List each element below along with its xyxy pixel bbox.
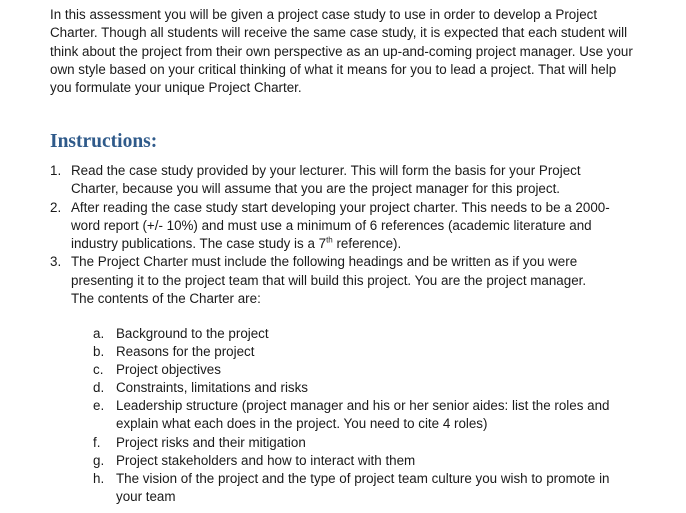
charter-item-e — [93, 397, 613, 433]
item-letter: d. — [93, 380, 105, 396]
item-number: 1. — [50, 163, 62, 178]
item-text: Reasons for the project — [116, 344, 255, 360]
item-text-before: After reading the case study start developing your project charter. This needs to be a 2000-word report (+/- 10%) and must use a minimum of 6 references (academic literature and industry publications. The case study is a 7 — [71, 199, 610, 252]
instructions-heading: Instructions: — [50, 131, 158, 152]
instructions-list — [50, 162, 610, 308]
charter-item-d — [93, 379, 613, 397]
item-letter: h. — [93, 470, 105, 486]
item-letter: b. — [93, 344, 105, 360]
item-text: Leadership structure (project manager and his or her senior aides: list the roles and explain what each does in the project. You need to cite 4 roles) — [116, 398, 610, 432]
item-letter: e. — [93, 398, 105, 414]
item-text: Project stakeholders and how to interact with them — [116, 452, 416, 468]
item-number: 2. — [50, 199, 62, 215]
item-letter: c. — [93, 362, 104, 378]
item-text: Project objectives — [116, 362, 221, 378]
item-text-after: reference). — [332, 236, 402, 252]
charter-item-h — [93, 470, 613, 506]
charter-item-f — [93, 434, 613, 452]
item-text — [71, 200, 610, 252]
instruction-item-2 — [50, 199, 610, 254]
charter-item-b — [93, 343, 613, 361]
item-number: 3. — [50, 254, 62, 270]
charter-contents-list — [93, 325, 613, 506]
item-letter: f. — [93, 434, 101, 450]
item-letter: a. — [93, 326, 105, 341]
charter-item-g — [93, 452, 613, 470]
ordinal-superscript: th — [326, 235, 333, 245]
item-text: Background to the project — [116, 326, 269, 341]
intro-paragraph: In this assessment you will be given a project case study to use in order to develop a Project Charter. Though all students will receive the same case study, it is expected that each student will think about the project from their own perspective as an up-and-coming project manager. Use your own style based on your critical thinking of what it means for you to lead a project. That will help you formulate your unique Project Charter. — [50, 7, 633, 96]
item-letter: g. — [93, 452, 105, 468]
item-text: The Project Charter must include the following headings and be written as if you were presenting it to the project team that will build this project. You are the project manager. The contents of the Charter are: — [71, 254, 587, 307]
item-text: Constraints, limitations and risks — [116, 380, 309, 396]
charter-item-a — [93, 325, 613, 343]
charter-item-c — [93, 361, 613, 379]
item-text: The vision of the project and the type of project team culture you wish to promote in your team — [116, 470, 610, 504]
item-text: Project risks and their mitigation — [116, 434, 306, 450]
instruction-item-3 — [50, 253, 610, 308]
item-text: Read the case study provided by your lecturer. This will form the basis for your Project Charter, because you will assume that you are the project manager for this project. — [71, 163, 581, 197]
instruction-item-1 — [50, 162, 610, 199]
